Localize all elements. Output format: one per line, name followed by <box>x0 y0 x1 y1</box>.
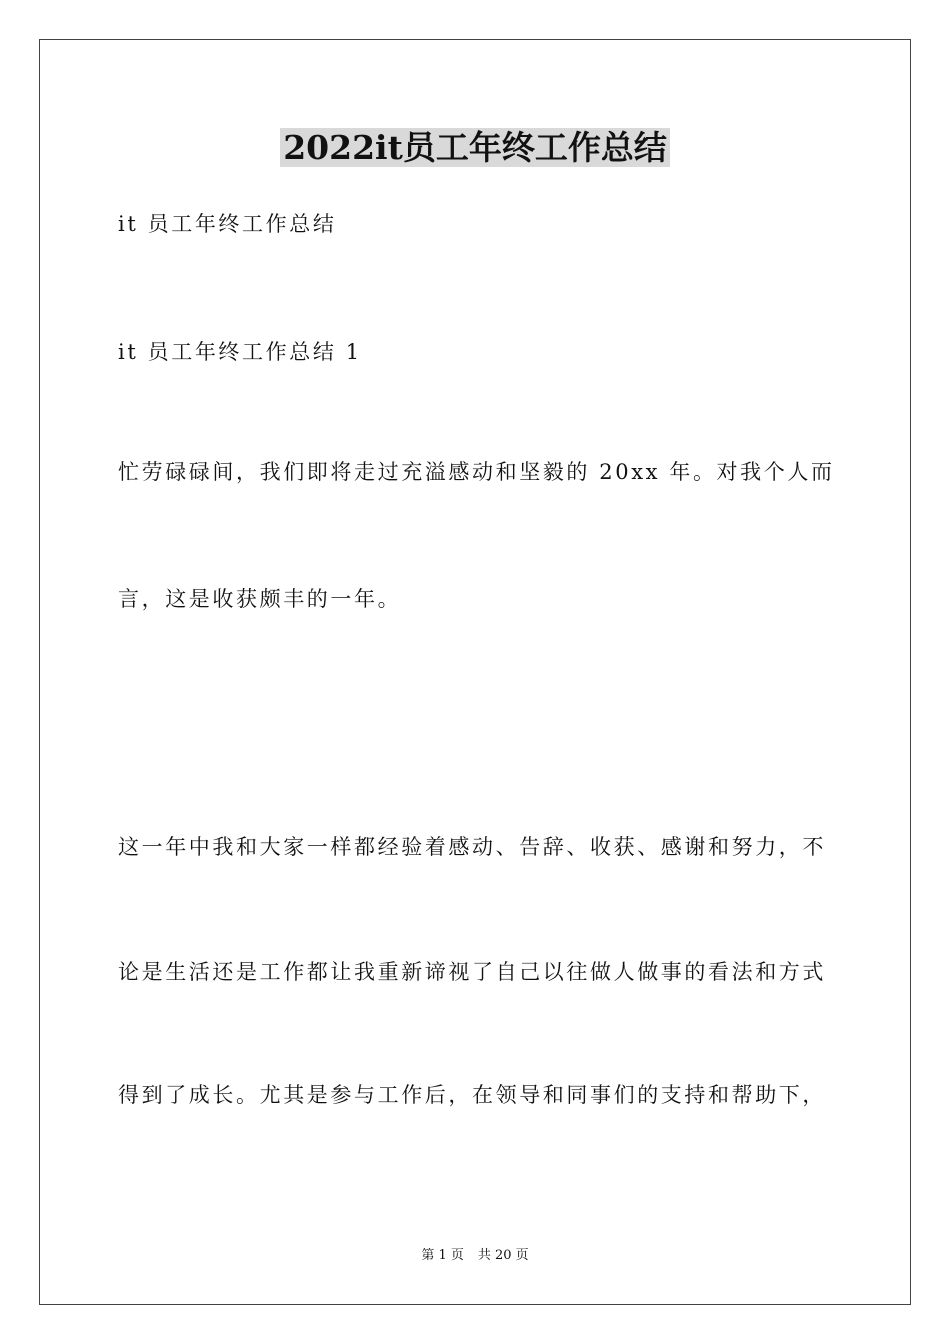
body-line-7: 得到了成长。尤其是参与工作后，在领导和同事们的支持和帮助下， <box>118 1083 826 1107</box>
page-footer <box>0 1247 950 1265</box>
body-line-1: it 员工年终工作总结 <box>118 212 337 236</box>
body-line-3: 忙劳碌碌间，我们即将走过充溢感动和坚毅的 20xx 年。对我个人而 <box>118 460 835 484</box>
body-line-4: 言，这是收获颇丰的一年。 <box>118 587 402 611</box>
document-title <box>0 126 950 170</box>
body-line-2: it 员工年终工作总结 1 <box>118 340 362 364</box>
document-title-text: 2022it员工年终工作总结 <box>280 128 670 167</box>
body-line-6: 论是生活还是工作都让我重新谛视了自己以往做人做事的看法和方式 <box>118 960 826 984</box>
body-line-5: 这一年中我和大家一样都经验着感动、告辞、收获、感谢和努力，不 <box>118 835 826 859</box>
page-number: 第 1 页 <box>421 1248 464 1263</box>
page-total: 共 20 页 <box>477 1248 529 1263</box>
